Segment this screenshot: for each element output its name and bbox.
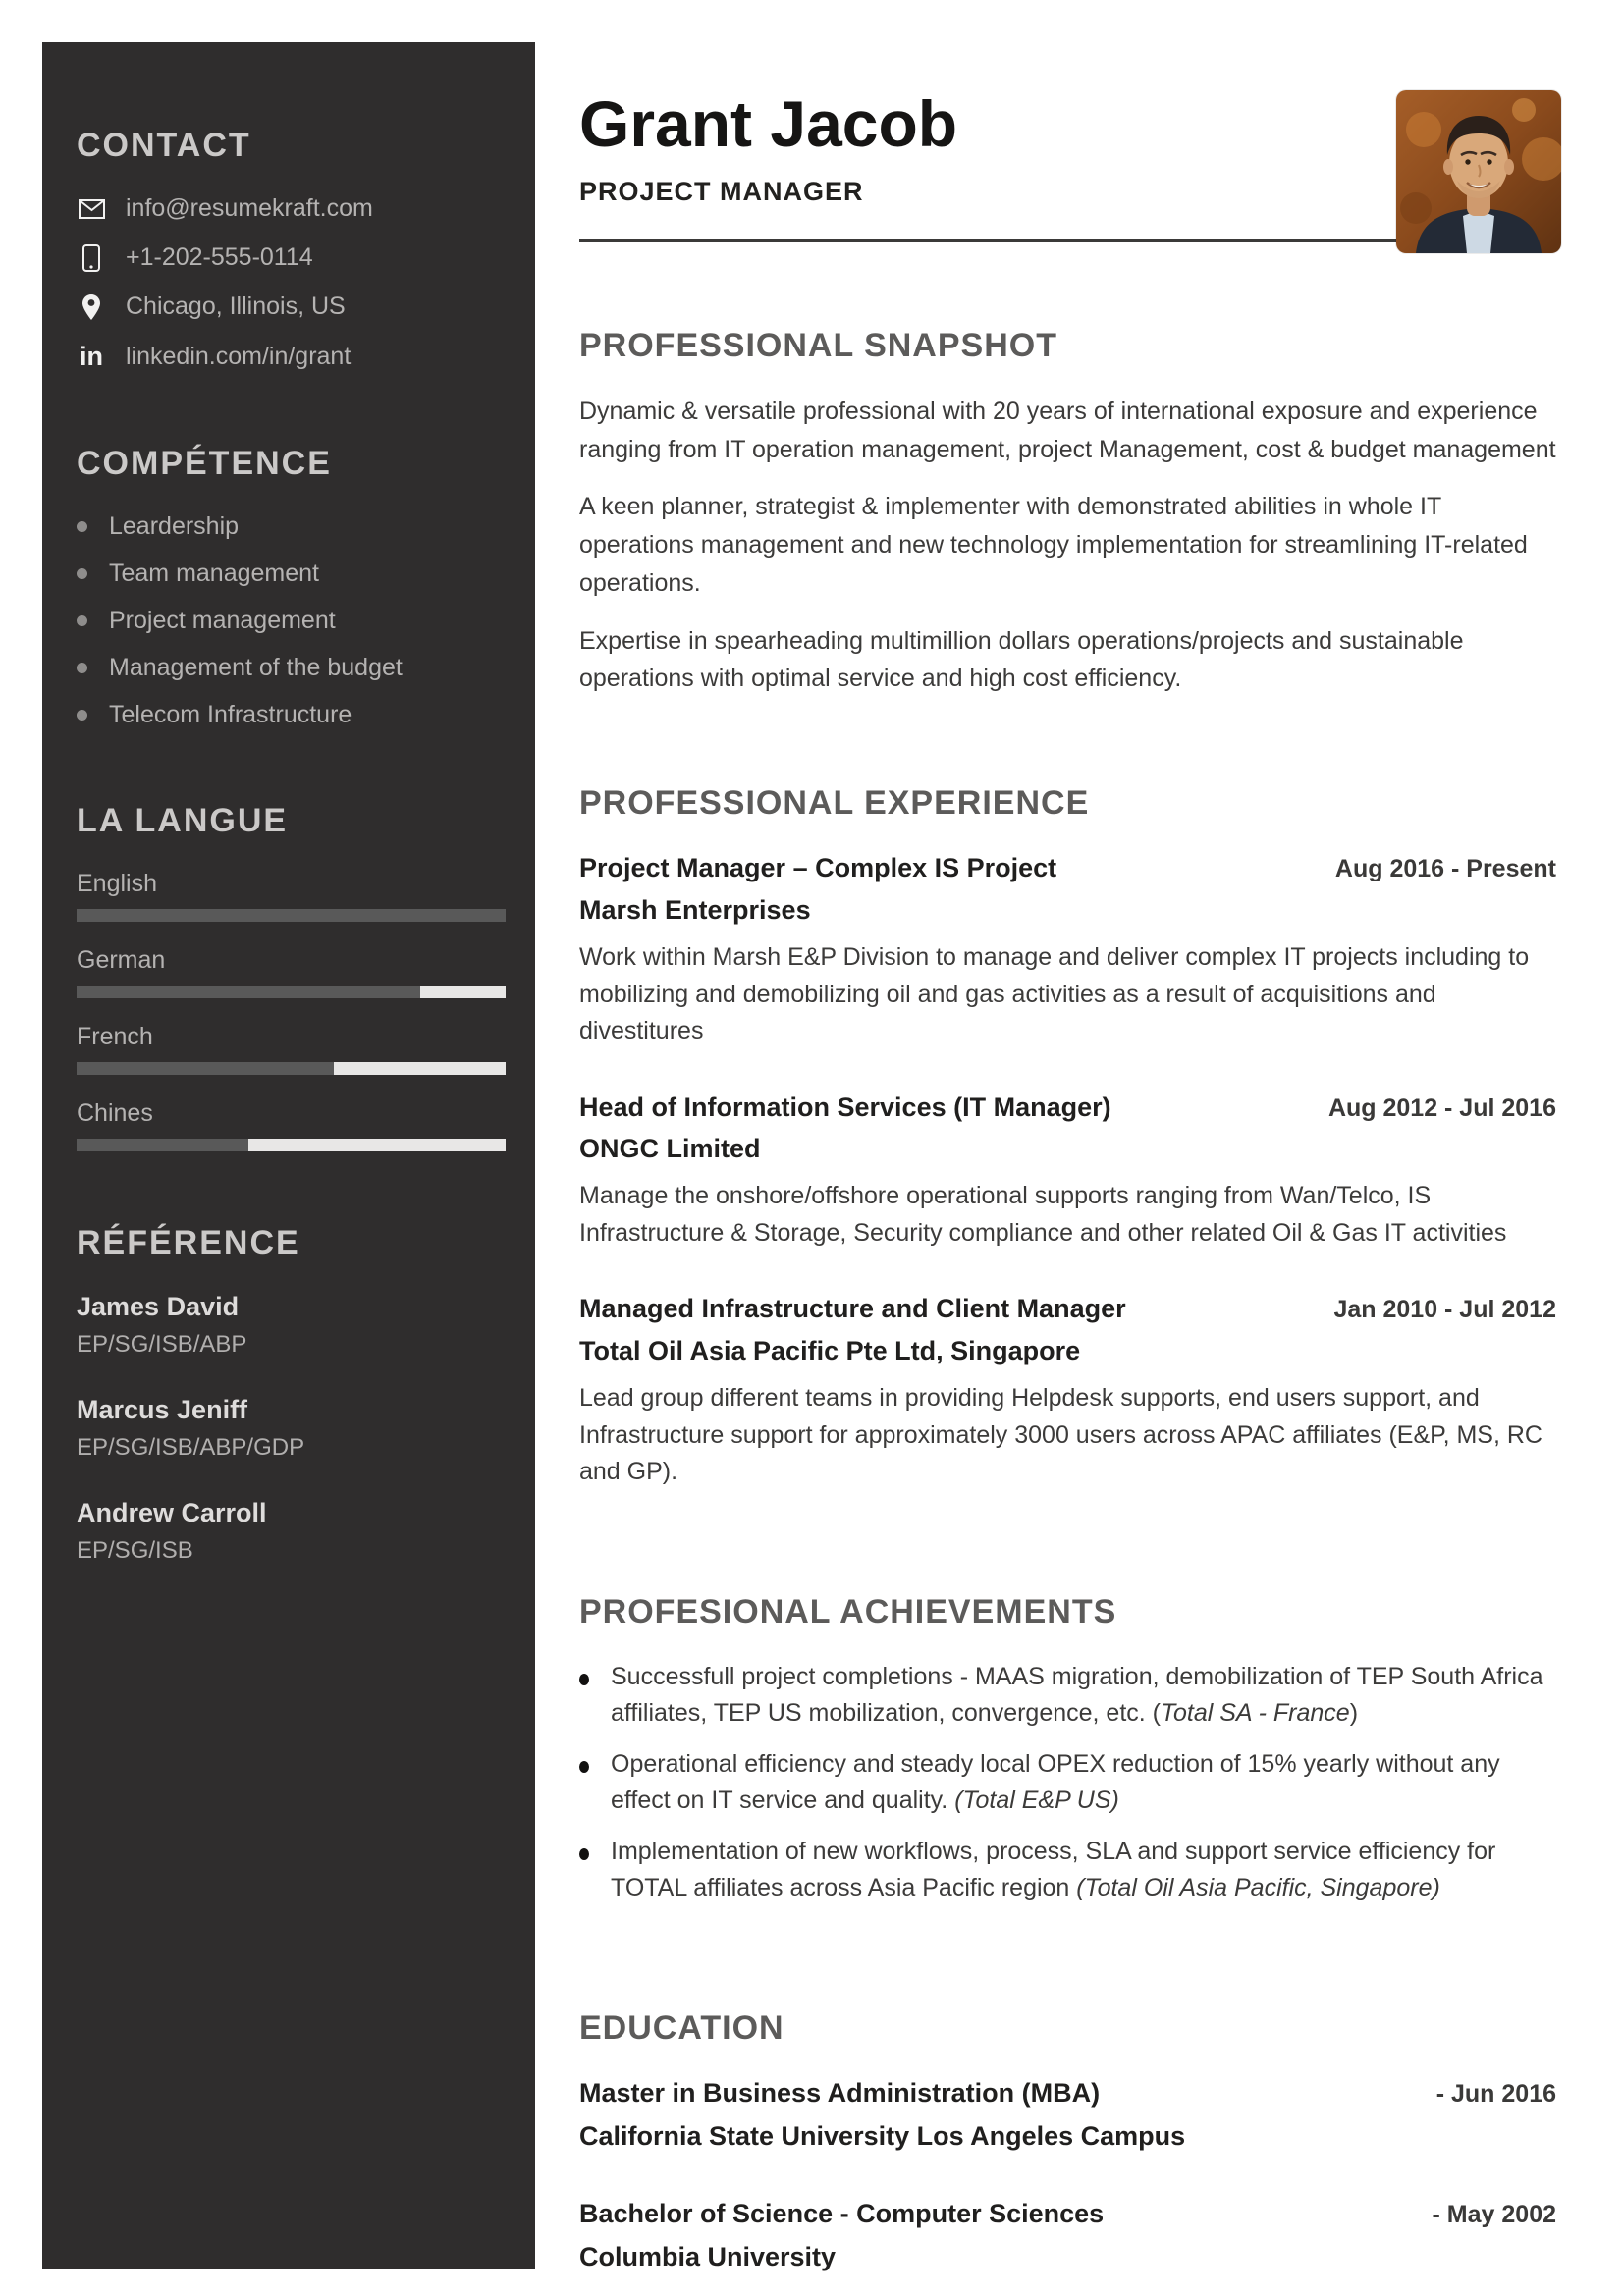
experience-item [579,1291,1561,1490]
reference-name: Marcus Jeniff [77,1395,248,1424]
language-item [77,1023,506,1075]
bullet-dot [77,521,87,532]
contact-phone[interactable]: +1-202-555-0114 [126,243,313,271]
reference-detail: EP/SG/ISB/ABP [77,1331,247,1358]
list-item: Project management [77,607,506,635]
reference-detail: EP/SG/ISB/ABP/GDP [77,1434,305,1461]
experience-description: Lead group different teams in providing Helpdesk supports, end users support, and Infrastructure support for approximately 3000 users across APAC affiliates (E&P, MS, RC and GP). [579,1384,1542,1486]
list-item: Leardership [77,512,506,541]
experience-company: ONGC Limited [579,1133,761,1163]
contact-section [77,127,506,372]
language-level-fill [77,1139,248,1151]
snapshot-paragraph: Dynamic & versatile professional with 20 years of international exposure and experience ranging from IT operation management, project Management, cost & budget management [579,397,1556,463]
achievements-heading: PROFESIONAL ACHIEVEMENTS [579,1592,1117,1630]
achievements-section [579,1593,1561,1907]
sidebar [42,42,535,2269]
experience-company: Total Oil Asia Pacific Pte Ltd, Singapore [579,1335,1081,1365]
language-section-title: LA LANGUE [77,802,289,839]
reference-section-title: RÉFÉRENCE [77,1224,300,1261]
language-name: Chines [77,1099,153,1127]
linkedin-icon: in [80,342,103,371]
contact-location: Chicago, Illinois, US [126,293,346,320]
list-item: Telecom Infrastructure [77,701,506,729]
list-item: Management of the budget [77,654,506,682]
education-school: Columbia University [579,2242,837,2272]
contact-linkedin[interactable]: linkedin.com/in/grant [126,343,352,370]
snapshot-heading: PROFESSIONAL SNAPSHOT [579,326,1057,364]
bullet-dot [579,1674,589,1685]
bullet-dot [579,1848,589,1860]
reference-name: Andrew Carroll [77,1498,267,1527]
list-item: Team management [77,560,506,588]
contact-section-title: CONTACT [77,127,251,164]
language-item [77,946,506,998]
experience-heading: PROFESSIONAL EXPERIENCE [579,784,1090,823]
language-level-fill [77,1062,334,1075]
language-item [77,1099,506,1151]
contact-linkedin-row [77,342,506,372]
experience-item [579,850,1561,1049]
reference-name: James David [77,1292,240,1321]
language-name: German [77,946,166,974]
language-item [77,870,506,922]
experience-role: Project Manager – Complex IS Project [579,853,1057,883]
education-degree: Bachelor of Science - Computer Sciences [579,2198,1105,2228]
bullet-dot [77,663,87,673]
contact-phone-row [77,243,506,272]
experience-dates: Aug 2016 - Present [1334,855,1556,883]
language-level-bar [77,986,506,998]
language-name: French [77,1023,153,1050]
reference-item [77,1498,506,1565]
competence-list [77,512,506,729]
language-level-bar [77,1062,506,1075]
phone-icon [77,244,106,272]
experience-item [579,1090,1561,1253]
snapshot-paragraph: A keen planner, strategist & implementer with demonstrated abilities in whole IT operations management and new technology implementation for streamlining IT-related operations. [579,493,1528,597]
snapshot-section [579,327,1561,698]
bullet-dot [77,568,87,579]
job-title: PROJECT MANAGER [579,176,864,206]
bullet-dot [77,710,87,721]
avatar [1396,90,1561,253]
reference-section [77,1224,506,1565]
list-item: Successfull project completions - MAAS migration, demobilization of TEP South Africa affiliates, TEP US mobilization, convergence, etc. (Total SA - France) [579,1659,1561,1733]
education-date: - Jun 2016 [1435,2079,1556,2108]
education-degree: Master in Business Administration (MBA) [579,2077,1101,2108]
contact-email[interactable]: info@resumekraft.com [126,194,373,222]
reference-item [77,1292,506,1359]
page-title: Grant Jacob [579,87,958,160]
experience-description: Work within Marsh E&P Division to manage and deliver complex IT projects including to mobilizing and demobilizing oil and gas activities as a result of acquisitions and divestitures [579,943,1530,1045]
contact-email-row [77,194,506,223]
achievements-list [579,1659,1561,1907]
experience-section [579,784,1561,1491]
education-heading: EDUCATION [579,2008,784,2047]
reference-item [77,1395,506,1462]
email-icon [77,199,106,219]
education-section [579,2009,1561,2275]
contact-location-row [77,293,506,321]
main-content [579,0,1561,2296]
education-item [579,2075,1561,2155]
language-level-fill [77,986,420,998]
experience-dates: Jan 2010 - Jul 2012 [1333,1296,1556,1324]
bullet-dot [77,615,87,626]
experience-description: Manage the onshore/offshore operational supports ranging from Wan/Telco, IS Infrastructure & Storage, Security compliance and other related Oil & Gas IT activities [579,1182,1507,1247]
education-date: - May 2002 [1432,2200,1556,2228]
list-item: Operational efficiency and steady local OPEX reduction of 15% yearly without any effect on IT service and quality. (Total E&P US) [579,1746,1561,1820]
experience-company: Marsh Enterprises [579,894,811,925]
education-item [579,2196,1561,2275]
bullet-dot [579,1761,589,1773]
header [579,88,1561,242]
snapshot-paragraph: Expertise in spearheading multimillion dollars operations/projects and sustainable operations with optimal service and high cost efficiency. [579,626,1464,693]
experience-role: Managed Infrastructure and Client Manager [579,1294,1126,1324]
language-level-bar [77,1139,506,1151]
experience-dates: Aug 2012 - Jul 2016 [1327,1094,1556,1122]
reference-detail: EP/SG/ISB [77,1537,193,1564]
experience-role: Head of Information Services (IT Manager) [579,1092,1111,1122]
language-level-fill [77,909,506,922]
language-level-bar [77,909,506,922]
list-item: Implementation of new workflows, process, SLA and support service efficiency for TOTAL affiliates across Asia Pacific region (Total Oil Asia Pacific, Singapore) [579,1834,1561,1907]
language-section [77,802,506,1151]
location-pin-icon [77,294,106,321]
competence-section-title: COMPÉTENCE [77,445,332,482]
competence-section [77,445,506,729]
language-name: English [77,870,157,897]
education-school: California State University Los Angeles Campus [579,2121,1186,2152]
